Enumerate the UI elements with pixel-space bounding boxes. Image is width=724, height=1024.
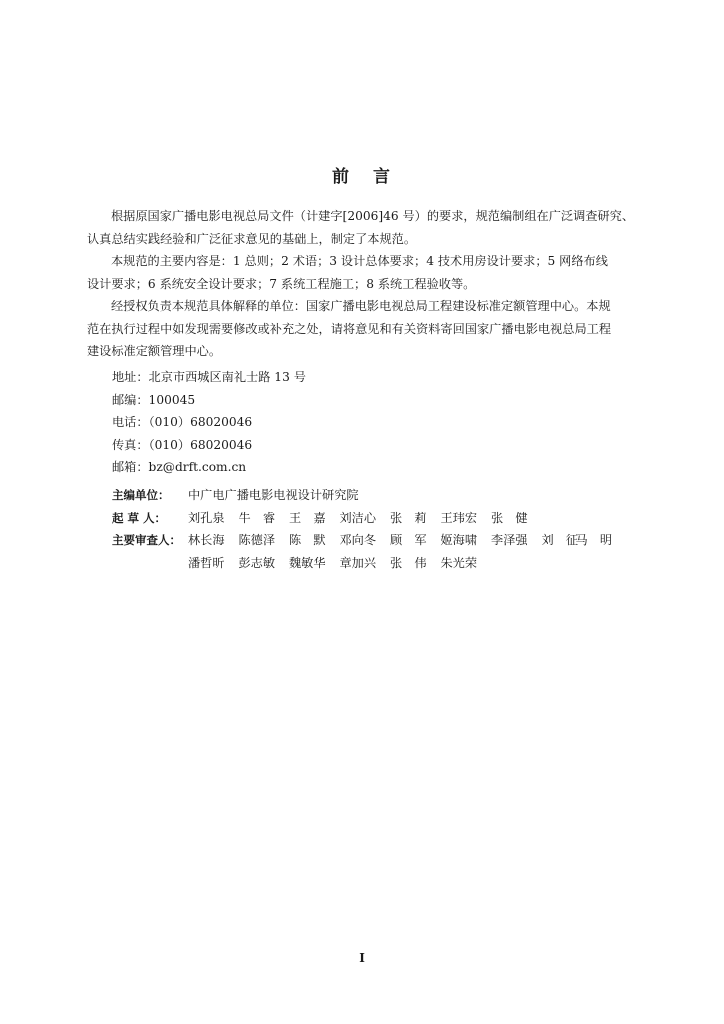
drafter-name: 王玮宏: [440, 510, 478, 525]
contact-info: [112, 366, 306, 479]
reviewers-row-continued: [112, 552, 610, 575]
drafters-names: [188, 507, 542, 530]
reviewer-name: 刘 征: [541, 533, 579, 547]
paragraph-line: 根据原国家广播电影电视总局文件（计建字[2006]46 号）的要求，规范编制组在广泛调查研究、: [111, 209, 635, 223]
paragraph-line: 范在执行过程中如发现需要修改或补充之处，请将意见和有关资料寄回国家广播电影电视总局工程: [87, 321, 612, 336]
reviewer-name: 邓向冬: [339, 533, 377, 547]
contact-postcode: 邮编：100045: [112, 392, 196, 407]
drafter-name: 张 健: [491, 510, 528, 525]
reviewer-name: 李泽强: [491, 533, 528, 547]
preface-body: [87, 205, 643, 363]
contact-email: 邮箱：bz@drft.com.cn: [112, 460, 247, 474]
reviewer-name: 章加兴: [339, 555, 377, 570]
contact-fax: 传真：（010）68020046: [112, 437, 253, 452]
reviewer-name: 马 明: [575, 533, 613, 547]
people-list: [112, 484, 613, 574]
page-title: 前 言: [332, 167, 392, 187]
reviewers-names: [188, 529, 613, 552]
reviewer-name: 朱光荣: [440, 555, 478, 570]
chief-unit-name: 中广电广播电影电视设计研究院: [188, 488, 359, 502]
reviewer-name: 陈德泽: [238, 533, 276, 547]
reviewer-name: 陈 默: [289, 533, 326, 547]
drafters-row: [112, 507, 610, 530]
contact-phone: 电话：（010）68020046: [112, 415, 253, 429]
contact-address: 地址：北京市西城区南礼士路 13 号: [112, 370, 306, 384]
paragraph-line: 建设标准定额管理中心。: [87, 344, 222, 358]
drafter-name: 张 莉: [390, 510, 427, 525]
reviewer-name: 姬海啸: [440, 533, 478, 547]
paragraph-line: 经授权负责本规范具体解释的单位：国家广播电影电视总局工程建设标准定额管理中心。本规: [111, 299, 611, 313]
paragraph-line: 本规范的主要内容是：1 总则；2 术语；3 设计总体要求；4 技术用房设计要求；5 网络布线: [111, 254, 608, 268]
drafter-name: 王 嘉: [289, 510, 326, 525]
page-number: I: [359, 951, 365, 965]
reviewer-name: 魏敏华: [289, 555, 326, 570]
reviewers-row: [112, 529, 613, 552]
chief-unit-row: [112, 484, 610, 507]
reviewers-names: [188, 552, 491, 575]
reviewer-name: 顾 军: [390, 533, 427, 547]
chief-unit-label: 主编单位：: [112, 488, 170, 502]
reviewer-name: 潘哲昕: [188, 555, 225, 570]
paragraph-line: 认真总结实践经验和广泛征求意见的基础上，制定了本规范。: [87, 231, 417, 246]
reviewer-name: 彭志敏: [238, 555, 276, 570]
drafter-name: 刘孔泉: [188, 510, 225, 525]
reviewers-label: 主要审查人：: [112, 533, 181, 547]
paragraph-line: 设计要求；6 系统安全设计要求；7 系统工程施工；8 系统工程验收等。: [87, 276, 476, 291]
drafter-name: 牛 睿: [238, 510, 276, 525]
drafters-label: 起 草 人：: [112, 510, 167, 525]
drafter-name: 刘洁心: [339, 510, 377, 525]
reviewer-name: 林长海: [188, 533, 225, 547]
reviewer-name: 张 伟: [390, 555, 427, 570]
